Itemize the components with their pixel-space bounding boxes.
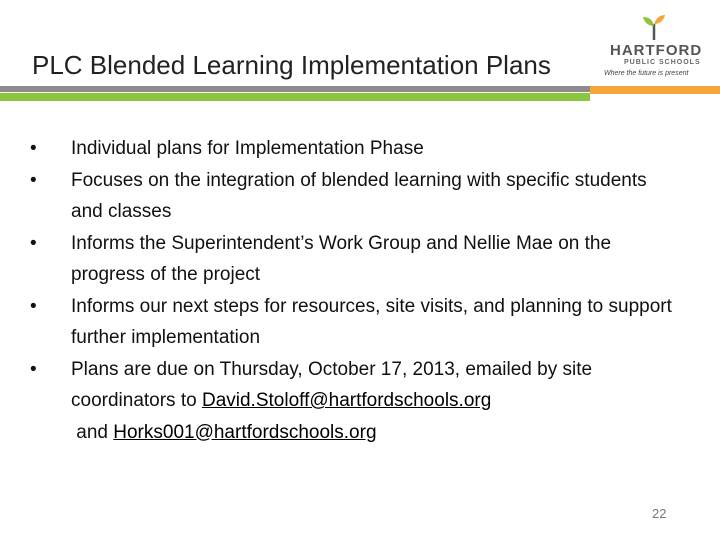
bullet-marker: •: [30, 295, 37, 317]
bullet-item: [30, 228, 680, 291]
header-divider-green: [0, 93, 590, 101]
bullet-text-before: Plans are due on Thursday, October 17, 2013, emailed by site coordinators to: [71, 358, 593, 411]
bullet-text: Individual plans for Implementation Phase: [71, 138, 424, 159]
bullet-marker: •: [30, 358, 37, 380]
header-divider-orange: [590, 86, 720, 94]
bullet-item: [30, 354, 680, 449]
bullet-text: Informs our next steps for resources, site visits, and planning to support further implementation: [71, 295, 672, 348]
bullet-list: [30, 133, 680, 448]
logo-subtitle: PUBLIC SCHOOLS: [624, 59, 701, 66]
slide-title: PLC Blended Learning Implementation Plans: [32, 50, 551, 80]
sprout-icon: [640, 14, 668, 40]
email-link-stoloff[interactable]: David.Stoloff@hartfordschools.org: [201, 390, 492, 411]
page-number: 22: [652, 506, 667, 521]
hartford-logo: [602, 12, 718, 84]
email-link-horks[interactable]: Horks001@hartfordschools.org: [113, 421, 377, 443]
bullet-text: Focuses on the integration of blended learning with specific students and classes: [71, 169, 647, 222]
bullet-item: [30, 291, 680, 354]
bullet-text-between: and: [71, 421, 114, 443]
bullet-marker: •: [30, 138, 37, 159]
bullet-marker: •: [30, 232, 37, 254]
bullet-marker: •: [30, 169, 37, 191]
logo-tagline: Where the future is present: [604, 70, 689, 77]
header-divider-gray: [0, 86, 602, 92]
bullet-item: [30, 133, 680, 165]
bullet-item: [30, 165, 680, 228]
logo-name: HARTFORD: [610, 42, 703, 59]
bullet-text: Informs the Superintendent’s Work Group and Nellie Mae on the progress of the project: [71, 232, 612, 285]
